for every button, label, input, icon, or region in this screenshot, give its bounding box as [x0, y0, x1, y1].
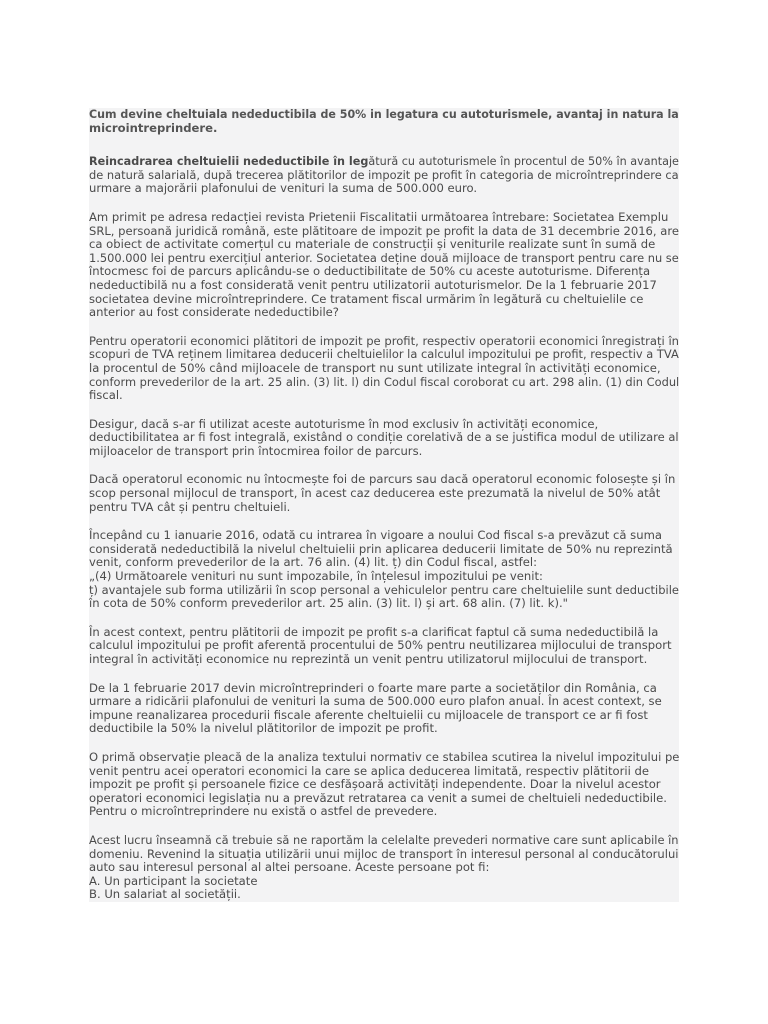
paragraph-line: deductibilitatea ar fi fost integrală, existând o condiție corelativă de a se justifica modul de utilizare al: [89, 430, 679, 445]
paragraph-line: conform prevederilor de la art. 25 alin. (3) lit. l) din Codul fiscal coroborat cu art. 298 alin. (1) din Codul: [89, 374, 680, 389]
body-paragraph: [89, 682, 679, 736]
paragraph-line: ț) avantajele sub forma utilizării în scop personal a vehiculelor pentru care cheltuielile sunt deductibile: [89, 582, 679, 597]
paragraph-line: în cota de 50% conform prevederilor art. 25 alin. (3) lit. l) și art. 68 alin. (7) lit. k).": [89, 596, 569, 611]
title-line: Cum devine cheltuiala nedeductibila de 50% in legatura cu autoturismele, avantaj in natura la: [89, 107, 679, 121]
intro-lead: Reincadrarea cheltuielii nedeductibile în leg: [89, 154, 369, 169]
paragraph-line: SRL, persoană juridică română, este plătitoare de impozit pe profit la data de 31 decembrie 2016, are: [89, 223, 679, 238]
paragraph-line: De la 1 februarie 2017 devin microîntreprinderi o foarte mare parte a societăților din România, ca: [89, 680, 657, 695]
paragraph-line: pentru TVA cât și pentru cheltuieli.: [89, 499, 291, 514]
body-paragraph: [89, 211, 679, 320]
body-paragraph: [89, 834, 679, 902]
paragraph-line: calculul impozitului pe profit aferentă procentului de 50% pentru neutilizarea mijlocului de transport: [89, 638, 672, 653]
body-paragraph: [89, 473, 679, 514]
paragraph-line: impune reanalizarea procedurii fiscale aferente cheltuielii cu mijloacele de transport ce ar fi fost: [89, 707, 648, 722]
paragraph-line: integral în activități economice nu reprezintă un venit pentru utilizatorul mijlocului de transport.: [89, 652, 648, 666]
paragraph-line: nedeductibilă nu a fost considerată venit pentru utilizatorii autoturismelor. De la 1 februarie 2017: [89, 277, 657, 292]
paragraph-line: operatori economici legislația nu a prevăzut retratarea ca venit a sumei de cheltuieli nedeductibile.: [89, 790, 667, 805]
intro-lead-rest: ătură cu autoturismele în procentul de 50% în avantaje: [368, 154, 679, 169]
body-paragraph: [89, 751, 679, 819]
paragraph-line: societatea devine microîntreprindere. Ce tratament fiscal urmărim în legătură cu cheltuielile ce: [89, 291, 644, 306]
paragraph-line: scop personal mijlocul de transport, în acest caz deducerea este prezumată la nivelul de 50% atât: [89, 486, 661, 501]
paragraph-line: auto sau interesul personal al altei persoane. Aceste persoane pot fi:: [89, 860, 490, 875]
body-paragraph: [89, 335, 679, 403]
paragraph-line: domeniu. Revenind la situația utilizării unui mijloc de transport în interesul personal al conducătorului: [89, 846, 679, 861]
paragraph-line: de natură salarială, după trecerea plătitorilor de impozit pe profit în categoria de microîntreprindere ca: [89, 167, 679, 182]
paragraph-line: venit pentru acei operatori economici la care se aplica deducerea limitată, respectiv plătitorii de: [89, 763, 649, 778]
paragraph-line: Pentru operatorii economici plătitori de impozit pe profit, respectiv operatorii economici înregistrați în: [89, 333, 680, 348]
paragraph-line: impozit pe profit și persoanele fizice ce desfășoară activități independente. Doar la nivelul acestor: [89, 777, 661, 792]
article-body: [89, 211, 679, 902]
paragraph-line: 1.500.000 lei pentru exercițiul anterior. Societatea deține două mijloace de transport pentru care nu se: [89, 250, 679, 265]
paragraph-line: Desigur, dacă s-ar fi utilizat aceste autoturisme în mod exclusiv în activități economice,: [89, 416, 599, 431]
paragraph-line: [89, 154, 679, 169]
intro-paragraph: [89, 155, 679, 196]
paragraph-line: deductibile la 50% la nivelul plătitorilor de impozit pe profit.: [89, 721, 438, 736]
paragraph-line: ca obiect de activitate comerțul cu materiale de construcții și veniturile realizate sunt în sumă de: [89, 237, 656, 252]
article-title: [89, 108, 679, 135]
paragraph-line: Pentru o microîntreprindere nu există o astfel de prevedere.: [89, 804, 438, 819]
body-paragraph: [89, 626, 679, 667]
paragraph-line: Am primit pe adresa redacției revista Prietenii Fiscalitatii următoarea întrebare: Societatea Exemplu: [89, 209, 669, 224]
paragraph-line: urmare a majorării plafonului de venituri la suma de 500.000 euro.: [89, 181, 478, 196]
body-paragraph: [89, 418, 679, 459]
paragraph-line: A. Un participant la societate: [89, 873, 258, 888]
body-paragraph: [89, 529, 679, 611]
paragraph-line: În acest context, pentru plătitorii de impozit pe profit s-a clarificat faptul că suma nedeductibilă la: [89, 624, 659, 639]
paragraph-line: întocmesc foi de parcurs aplicându-se o deductibilitate de 50% cu aceste autoturisme. Diferența: [89, 264, 651, 279]
paragraph-line: Dacă operatorul economic nu întocmește foi de parcurs sau dacă operatorul economic folosește și în: [89, 472, 676, 487]
paragraph-line: O primă observație pleacă de la analiza textului normativ ce stabilea scutirea la nivelul impozitului pe: [89, 749, 680, 764]
paragraph-line: „(4) Următoarele venituri nu sunt impozabile, în înțelesul impozitului pe venit:: [89, 569, 543, 584]
paragraph-line: scopuri de TVA reținem limitarea deducerii cheltuielilor la calculul impozitului pe profit, respectiv a TVA: [89, 347, 679, 362]
document-page: [89, 108, 679, 902]
paragraph-line: urmare a ridicării plafonului de venituri la suma de 500.000 euro plafon anual. În acest context, se: [89, 694, 662, 709]
paragraph-line: fiscal.: [89, 388, 123, 403]
paragraph-line: Începând cu 1 ianuarie 2016, odată cu intrarea în vigoare a noului Cod fiscal s-a prevăzut că suma: [89, 528, 662, 543]
paragraph-line: la procentul de 50% când mijloacele de transport nu sunt utilizate integral în activități economice,: [89, 360, 661, 375]
paragraph-line: mijloacelor de transport prin întocmirea foilor de parcurs.: [89, 443, 423, 458]
paragraph-line: venit, conform prevederilor de la art. 76 alin. (4) lit. ț) din Codul fiscal, astfel:: [89, 555, 538, 570]
paragraph-line: considerată nedeductibilă la nivelul cheltuielii prin aplicarea deducerii limitate de 50% nu reprezintă: [89, 541, 673, 556]
paragraph-line: anterior au fost considerate nedeductibile?: [89, 305, 339, 320]
paragraph-line: Acest lucru înseamnă că trebuie să ne raportăm la celelalte prevederi normative care sunt aplicabile în: [89, 832, 679, 847]
title-line: microintreprindere.: [89, 120, 218, 135]
paragraph-line: B. Un salariat al societății.: [89, 887, 241, 902]
